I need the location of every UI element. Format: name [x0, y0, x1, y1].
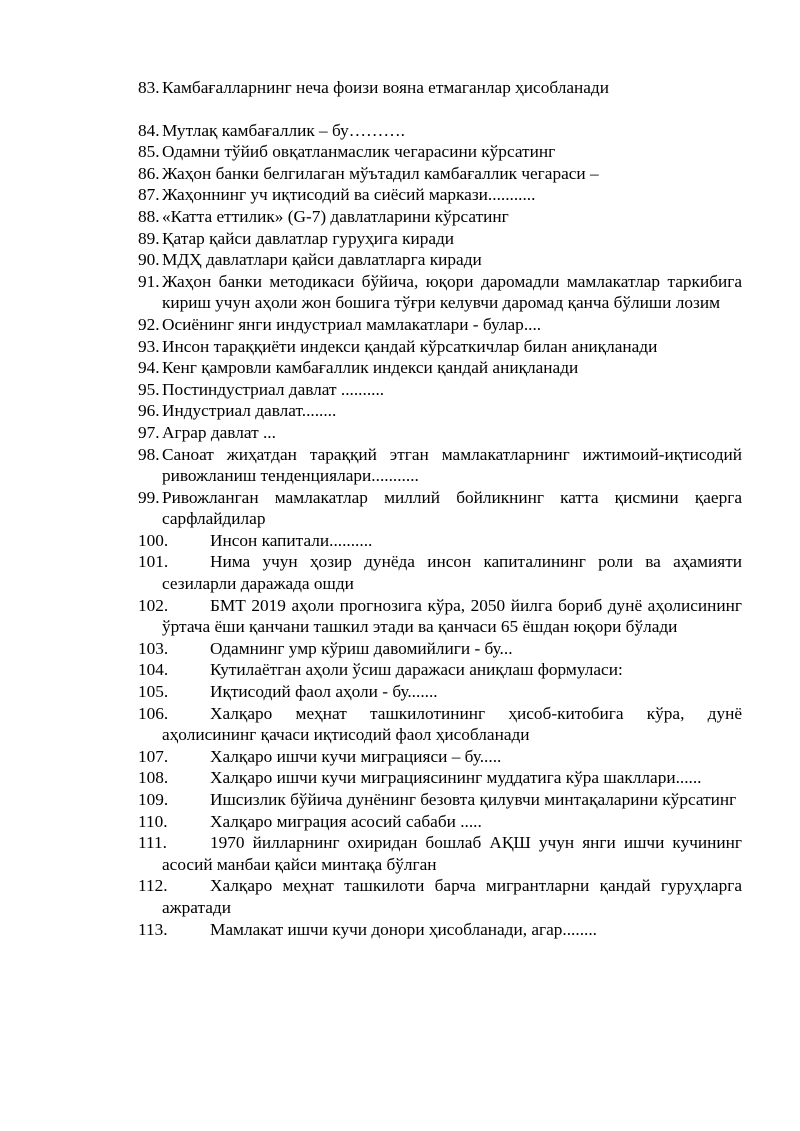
- item-text: Инсон тараққиёти индекси қандай кўрсаткичлар билан аниқланади: [162, 336, 658, 356]
- list-item: [138, 379, 742, 401]
- list-item: [138, 832, 742, 875]
- list-item: [138, 703, 742, 746]
- item-text: Халқаро меҳнат ташкилоти барча мигрантларни қандай гуруҳларга ажратади: [162, 876, 742, 917]
- item-text: Иқтисодий фаол аҳоли - бу.......: [210, 682, 438, 702]
- item-text: Мамлакат ишчи кучи донори ҳисобланади, агар........: [210, 919, 597, 939]
- list-item: [138, 77, 742, 99]
- item-number: 89.: [138, 228, 160, 248]
- list-item: [138, 746, 742, 768]
- item-number: 94.: [138, 358, 160, 378]
- item-number: 109.: [138, 790, 169, 809]
- list-item: [138, 400, 742, 422]
- item-text: Халқаро меҳнат ташкилотининг ҳисоб-китобига кўра, дунё аҳолисининг қачаси иқтисодий фаол ҳисобланади: [162, 703, 742, 745]
- item-text: Кутилаётган аҳоли ўсиш даражаси аниқлаш формуласи:: [210, 660, 623, 680]
- list-item: [138, 357, 742, 379]
- item-text: «Катта еттилик» (G-7) давлатларини кўрсатинг: [162, 206, 509, 226]
- item-number: 90.: [138, 250, 160, 270]
- item-text: БМТ 2019 аҳоли прогнозига кўра, 2050 йилга бориб дунё аҳолисининг ўртача ёши қанчани ташкил этади ва қанчаси 65 ёшдан юқори бўлади: [162, 595, 742, 637]
- list-item: [138, 444, 742, 487]
- item-text: Жаҳон банки белгилаган мўътадил камбағаллик чегараси –: [162, 163, 599, 183]
- item-text: Халқаро ишчи кучи миграцияси – бу.....: [210, 746, 502, 766]
- item-text: Мутлақ камбағаллик – бу……….: [162, 120, 405, 140]
- list-item: [138, 595, 742, 638]
- spacer: [138, 99, 742, 120]
- list-item: [138, 120, 742, 142]
- list-item: [138, 184, 742, 206]
- item-number: 106.: [138, 703, 169, 723]
- item-number: 91.: [138, 271, 160, 291]
- list-item: [138, 638, 742, 660]
- list-item: [138, 551, 742, 594]
- list-item: [138, 249, 742, 271]
- list-item: [138, 767, 742, 789]
- list-item: [138, 422, 742, 444]
- item-text: Кенг қамровли камбағаллик индекси қандай аниқланади: [162, 358, 579, 378]
- item-number: 97.: [138, 422, 160, 442]
- item-text: Ишсизлик бўйича дунёнинг безовта қилувчи минтақаларини кўрсатинг: [210, 790, 737, 809]
- list-item: [138, 789, 742, 811]
- item-text: Саноат жиҳатдан тараққий этган мамлакатларнинг ижтимоий-иқтисодий ривожланиш тенденциялари...........: [162, 444, 742, 486]
- item-text: МДҲ давлатлари қайси давлатларга киради: [162, 250, 482, 270]
- item-text: Аграр давлат ...: [162, 422, 276, 442]
- item-text: Постиндустриал давлат ..........: [162, 379, 385, 399]
- list-item: [138, 811, 742, 833]
- item-number: 105.: [138, 682, 169, 702]
- list-item: [138, 681, 742, 703]
- item-number: 92.: [138, 314, 160, 334]
- item-number: 101.: [138, 552, 169, 572]
- item-number: 103.: [138, 638, 169, 658]
- item-number: 99.: [138, 487, 160, 507]
- item-number: 95.: [138, 379, 160, 399]
- list-item: [138, 659, 742, 681]
- item-number: 98.: [138, 444, 160, 464]
- item-text: 1970 йилларнинг охиридан бошлаб АҚШ учун янги ишчи кучининг асосий манбаи қайси минтақа бўлган: [162, 833, 742, 874]
- item-number: 102.: [138, 595, 169, 615]
- item-number: 88.: [138, 206, 160, 226]
- list-item: [138, 919, 742, 941]
- item-number: 108.: [138, 768, 169, 788]
- item-number: 96.: [138, 401, 160, 421]
- item-number: 107.: [138, 746, 169, 766]
- item-number: 93.: [138, 336, 160, 356]
- item-number: 113.: [138, 919, 168, 939]
- list-item: [138, 206, 742, 228]
- item-text: Нима учун ҳозир дунёда инсон капиталининг роли ва аҳамияти сезиларли даражада ошди: [162, 552, 742, 594]
- list-item: [138, 271, 742, 314]
- item-text: Одамнинг умр кўриш давомийлиги - бу...: [210, 638, 513, 658]
- item-text: Халқаро ишчи кучи миграциясининг муддатига кўра шакллари......: [210, 768, 702, 788]
- item-number: 87.: [138, 185, 160, 205]
- item-text: Индустриал давлат........: [162, 401, 337, 421]
- item-number: 83.: [138, 78, 160, 97]
- item-text: Қатар қайси давлатлар гуруҳига киради: [162, 228, 455, 248]
- item-text: Ривожланган мамлакатлар миллий бойликнинг катта қисмини қаерга сарфлайдилар: [162, 487, 742, 529]
- item-number: 104.: [138, 660, 169, 680]
- list-item: [138, 336, 742, 358]
- item-number: 85.: [138, 142, 160, 162]
- list-item: [138, 530, 742, 552]
- list-item: [138, 141, 742, 163]
- item-text: Осиёнинг янги индустриал мамлакатлари - булар....: [162, 314, 542, 334]
- list-item: [138, 163, 742, 185]
- item-number: 84.: [138, 120, 160, 140]
- item-text: Камбағалларнинг неча фоизи вояна етмаганлар ҳисобланади: [162, 78, 609, 97]
- question-list: [138, 77, 742, 940]
- item-number: 111.: [138, 833, 167, 853]
- item-text: Жаҳоннинг уч иқтисодий ва сиёсий маркази...........: [162, 185, 536, 205]
- list-item: [138, 228, 742, 250]
- list-item: [138, 875, 742, 918]
- item-text: Одамни тўйиб овқатланмаслик чегарасини кўрсатинг: [162, 142, 556, 162]
- item-number: 110.: [138, 811, 168, 831]
- item-number: 112.: [138, 876, 168, 896]
- item-text: Жаҳон банки методикаси бўйича, юқори даромадли мамлакатлар таркибига кириш учун аҳоли жон бошига тўғри келувчи даромад қанча бўлиши лозим: [162, 271, 742, 313]
- item-number: 86.: [138, 163, 160, 183]
- item-number: 100.: [138, 530, 169, 550]
- item-text: Халқаро миграция асосий сабаби .....: [210, 811, 482, 831]
- item-text: Инсон капитали..........: [210, 530, 373, 550]
- list-item: [138, 314, 742, 336]
- list-item: [138, 487, 742, 530]
